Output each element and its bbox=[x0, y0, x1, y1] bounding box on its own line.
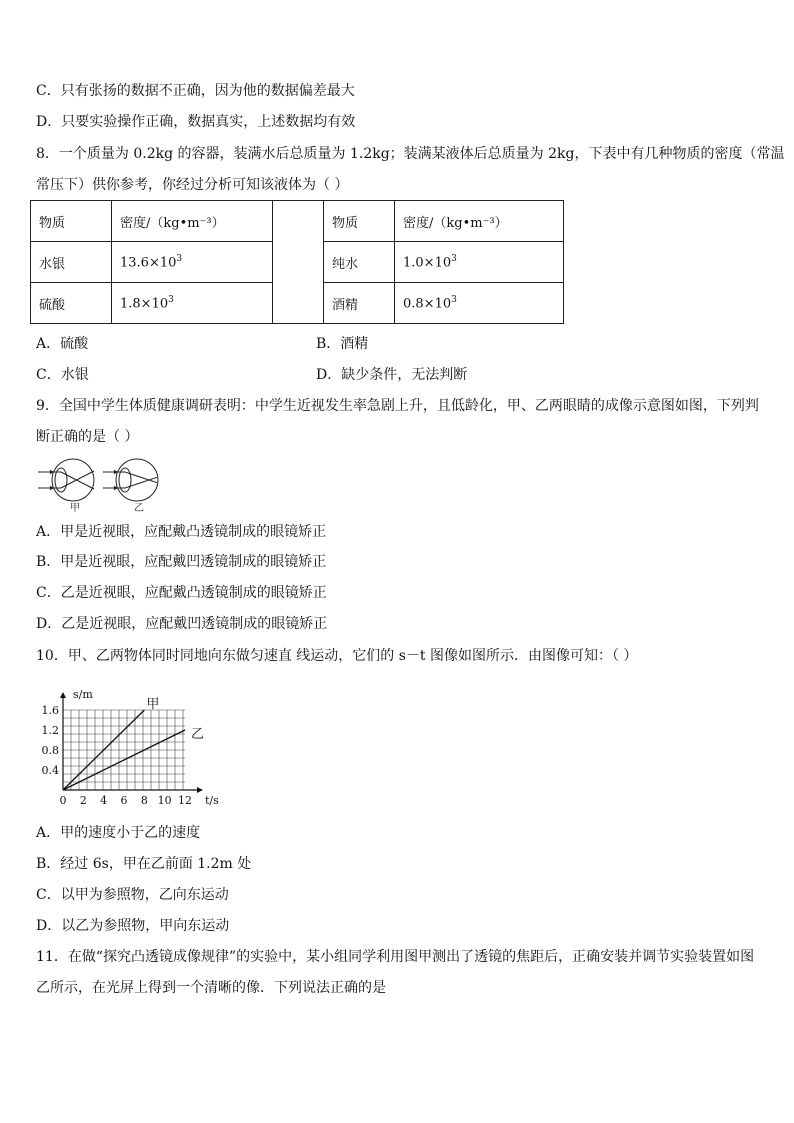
q9-option-a: A．甲是近视眼，应配戴凸透镜制成的眼镜矫正 bbox=[36, 524, 327, 540]
x-tick-label: 0 bbox=[59, 794, 67, 807]
eye-label-yi: 乙 bbox=[134, 503, 144, 514]
st-graph bbox=[30, 675, 230, 810]
x-tick-label: 4 bbox=[100, 794, 108, 807]
q7-option-d: D．只要实验操作正确，数据真实，上述数据均有效 bbox=[36, 114, 356, 130]
series-name-label: 甲 bbox=[146, 697, 160, 712]
table-cell bbox=[395, 283, 564, 324]
q9-option-b: B．甲是近视眼，应配戴凹透镜制成的眼镜矫正 bbox=[36, 554, 327, 570]
eye-jia bbox=[38, 459, 94, 501]
q10-option-a: A．甲的速度小于乙的速度 bbox=[36, 825, 201, 841]
q8-stem-line2: 常压下）供你参考，你经过分析可知该液体为（ ） bbox=[36, 177, 349, 193]
chart-grid bbox=[63, 710, 185, 790]
table-header-cell: 密度/（kg•m⁻³） bbox=[112, 201, 273, 242]
table-cell bbox=[112, 283, 273, 324]
chart-labels bbox=[42, 688, 220, 807]
y-tick-label: 1.2 bbox=[41, 724, 59, 737]
table-cell: 纯水 bbox=[324, 242, 395, 283]
q9-option-c: C．乙是近视眼，应配戴凸透镜制成的眼镜矫正 bbox=[36, 585, 327, 601]
q9-stem-line2: 断正确的是（ ） bbox=[36, 429, 139, 445]
series-name-label: 乙 bbox=[191, 727, 205, 742]
q10-option-d: D．以乙为参照物，甲向东运动 bbox=[36, 918, 230, 934]
y-tick-label: 0.8 bbox=[41, 744, 59, 757]
density-exponent: 3 bbox=[451, 294, 457, 305]
y-axis-arrow bbox=[60, 692, 66, 698]
q11-stem-line2: 乙所示，在光屏上得到一个清晰的像．下列说法正确的是 bbox=[36, 980, 386, 996]
q8-option-c: C．水银 bbox=[36, 367, 89, 383]
table-cell: 酒精 bbox=[324, 283, 395, 324]
table-cell bbox=[395, 242, 564, 283]
x-tick-label: 10 bbox=[157, 794, 172, 807]
density-exponent: 3 bbox=[168, 294, 174, 305]
y-axis-label: s/m bbox=[73, 688, 93, 701]
q8-stem-line1: 8．一个质量为 0.2kg 的容器，装满水后总质量为 1.2kg；装满某液体后总质量为 2kg，下表中有几种物质的密度（常温 bbox=[36, 146, 785, 162]
eye-diagram bbox=[36, 456, 166, 514]
x-tick-label: 8 bbox=[140, 794, 148, 807]
x-tick-label: 2 bbox=[79, 794, 87, 807]
q10-option-b: B．经过 6s，甲在乙前面 1.2m 处 bbox=[36, 856, 252, 872]
q8-option-d: D．缺少条件，无法判断 bbox=[316, 367, 468, 383]
eye-yi bbox=[103, 459, 158, 501]
q8-option-b: B．酒精 bbox=[316, 336, 369, 352]
density-value: 0.8×10 bbox=[403, 296, 452, 312]
y-tick-label: 0.4 bbox=[41, 764, 59, 777]
q10-option-c: C．以甲为参照物，乙向东运动 bbox=[36, 887, 229, 903]
table-cell: 硫酸 bbox=[31, 283, 112, 324]
density-value: 1.0×10 bbox=[403, 255, 452, 271]
x-axis-label: t/s bbox=[205, 794, 219, 807]
table-cell: 水银 bbox=[31, 242, 112, 283]
density-value: 1.8×10 bbox=[120, 296, 169, 312]
q7-option-c: C．只有张扬的数据不正确，因为他的数据偏差最大 bbox=[36, 83, 355, 99]
q8-option-a: A．硫酸 bbox=[36, 336, 89, 352]
q10-stem: 10．甲、乙两物体同时同地向东做匀速直 线运动，它们的 s－t 图像如图所示．由图像可知：（ ） bbox=[36, 648, 638, 664]
density-value: 13.6×10 bbox=[120, 255, 177, 271]
table-header-cell: 物质 bbox=[324, 201, 395, 242]
table-row bbox=[31, 201, 564, 242]
table-gap bbox=[273, 201, 324, 324]
table-header-cell: 物质 bbox=[31, 201, 112, 242]
density-exponent: 3 bbox=[451, 253, 457, 264]
density-exponent: 3 bbox=[176, 253, 183, 264]
chart-axes bbox=[60, 692, 203, 793]
x-tick-label: 12 bbox=[178, 794, 192, 807]
y-tick-label: 1.6 bbox=[41, 704, 59, 717]
table-header-cell: 密度/（kg•m⁻³） bbox=[395, 201, 564, 242]
x-axis-arrow bbox=[197, 787, 203, 793]
x-tick-label: 6 bbox=[120, 794, 128, 807]
q9-option-d: D．乙是近视眼，应配戴凹透镜制成的眼镜矫正 bbox=[36, 616, 328, 632]
density-table bbox=[30, 200, 564, 324]
q9-stem-line1: 9．全国中学生体质健康调研表明：中学生近视发生率急剧上升，且低龄化，甲、乙两眼睛的成像示意图如图，下列判 bbox=[36, 398, 759, 414]
q11-stem-line1: 11．在做“探究凸透镜成像规律”的实验中，某小组同学利用图甲测出了透镜的焦距后，正确安装并调节实验装置如图 bbox=[36, 949, 755, 965]
table-cell bbox=[112, 242, 273, 283]
eye-label-jia: 甲 bbox=[70, 503, 80, 514]
